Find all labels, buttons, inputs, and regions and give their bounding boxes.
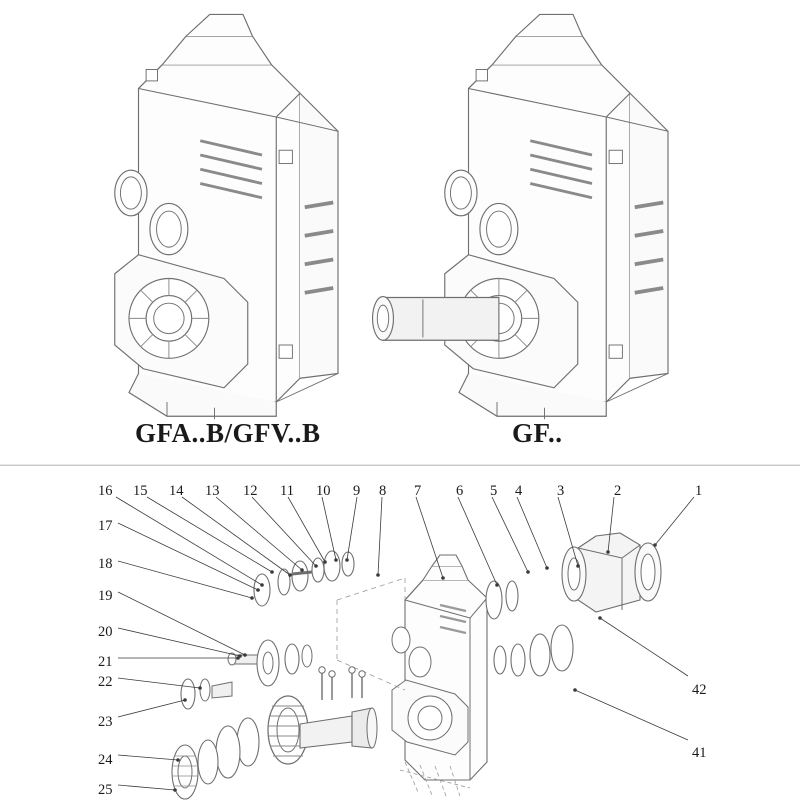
callout-top-7: 7: [414, 483, 422, 499]
leader-line-8: [378, 497, 382, 575]
leader-dot-25: [173, 788, 177, 792]
callout-left-17: 17: [98, 518, 113, 534]
callout-left-20: 20: [98, 624, 113, 640]
exploded-assembly-drawing: [116, 497, 694, 799]
leader-dot-4: [545, 566, 549, 570]
callout-left-22: 22: [98, 674, 113, 690]
leader-dot-13: [300, 568, 304, 572]
callout-top-3: 3: [557, 483, 565, 499]
leader-dot-42: [598, 616, 602, 620]
leader-dot-19: [243, 653, 247, 657]
callout-top-16: 16: [98, 483, 113, 499]
leader-dot-24: [176, 758, 180, 762]
leader-line-15: [147, 497, 272, 572]
callout-left-24: 24: [98, 752, 113, 768]
callout-left-21: 21: [98, 654, 113, 670]
callout-top-12: 12: [243, 483, 258, 499]
leader-line-20: [118, 628, 240, 656]
output-gear-shaft: [172, 667, 377, 799]
callout-top-14: 14: [169, 483, 184, 499]
gearbox-gf-drawing: [373, 14, 668, 419]
callout-top-4: 4: [515, 483, 523, 499]
upper-small-parts: [254, 551, 354, 606]
leader-dot-22: [198, 686, 202, 690]
leader-line-5: [492, 497, 528, 572]
leader-dot-14: [288, 573, 292, 577]
leader-dot-21: [236, 656, 240, 660]
leader-line-1: [655, 497, 694, 545]
callout-top-8: 8: [379, 483, 387, 499]
callout-top-5: 5: [490, 483, 498, 499]
callout-left-23: 23: [98, 714, 113, 730]
leader-dot-16: [260, 583, 264, 587]
divider-rule: [0, 465, 800, 466]
leader-line-13: [216, 497, 302, 570]
leader-line-9: [347, 497, 357, 560]
pinion-shaft-upper: [228, 640, 312, 686]
callout-top-9: 9: [353, 483, 361, 499]
leader-line-25: [118, 785, 175, 790]
leader-dot-18: [250, 596, 254, 600]
callout-top-13: 13: [205, 483, 220, 499]
leader-line-4: [517, 497, 547, 568]
motor-adapter: [562, 533, 661, 612]
callout-left-19: 19: [98, 588, 113, 604]
leader-line-14: [182, 497, 290, 575]
caption-gfab-gfvb: GFA..B/GFV..B: [135, 418, 321, 448]
leader-line-23: [118, 700, 185, 717]
leader-dot-11: [323, 560, 327, 564]
caption-gf: GF..: [512, 418, 563, 448]
callout-top-1: 1: [695, 483, 703, 499]
callout-top-2: 2: [614, 483, 622, 499]
callout-top-10: 10: [316, 483, 331, 499]
leader-line-24: [118, 755, 178, 760]
callout-top-15: 15: [133, 483, 148, 499]
leader-dot-23: [183, 698, 187, 702]
leader-dot-15: [270, 570, 274, 574]
callout-right-41: 41: [692, 745, 707, 761]
leader-line-19: [118, 592, 245, 655]
leader-line-16: [116, 497, 262, 585]
leader-dot-2: [606, 550, 610, 554]
leader-dot-6: [495, 583, 499, 587]
gearbox-gfab-gfvb-drawing: [115, 14, 338, 419]
leader-dot-9: [345, 558, 349, 562]
leader-dot-1: [653, 543, 657, 547]
leader-dot-5: [526, 570, 530, 574]
leader-dot-17: [256, 588, 260, 592]
leader-dot-3: [576, 564, 580, 568]
rings-and-spacers: [486, 581, 573, 676]
leader-dot-7: [441, 576, 445, 580]
callout-top-11: 11: [280, 483, 294, 499]
leader-dot-41: [573, 688, 577, 692]
leader-line-42: [600, 618, 688, 676]
leader-line-12: [252, 497, 316, 566]
callout-right-42: 42: [692, 682, 707, 698]
callout-left-25: 25: [98, 782, 113, 798]
leader-line-7: [416, 497, 443, 578]
leader-dot-12: [314, 564, 318, 568]
leader-line-11: [288, 497, 325, 562]
leader-dot-8: [376, 573, 380, 577]
callout-top-6: 6: [456, 483, 464, 499]
output-shaft: [373, 297, 499, 341]
leader-dot-10: [334, 558, 338, 562]
callout-left-18: 18: [98, 556, 113, 572]
leader-line-10: [322, 497, 336, 560]
leader-line-41: [575, 690, 688, 740]
